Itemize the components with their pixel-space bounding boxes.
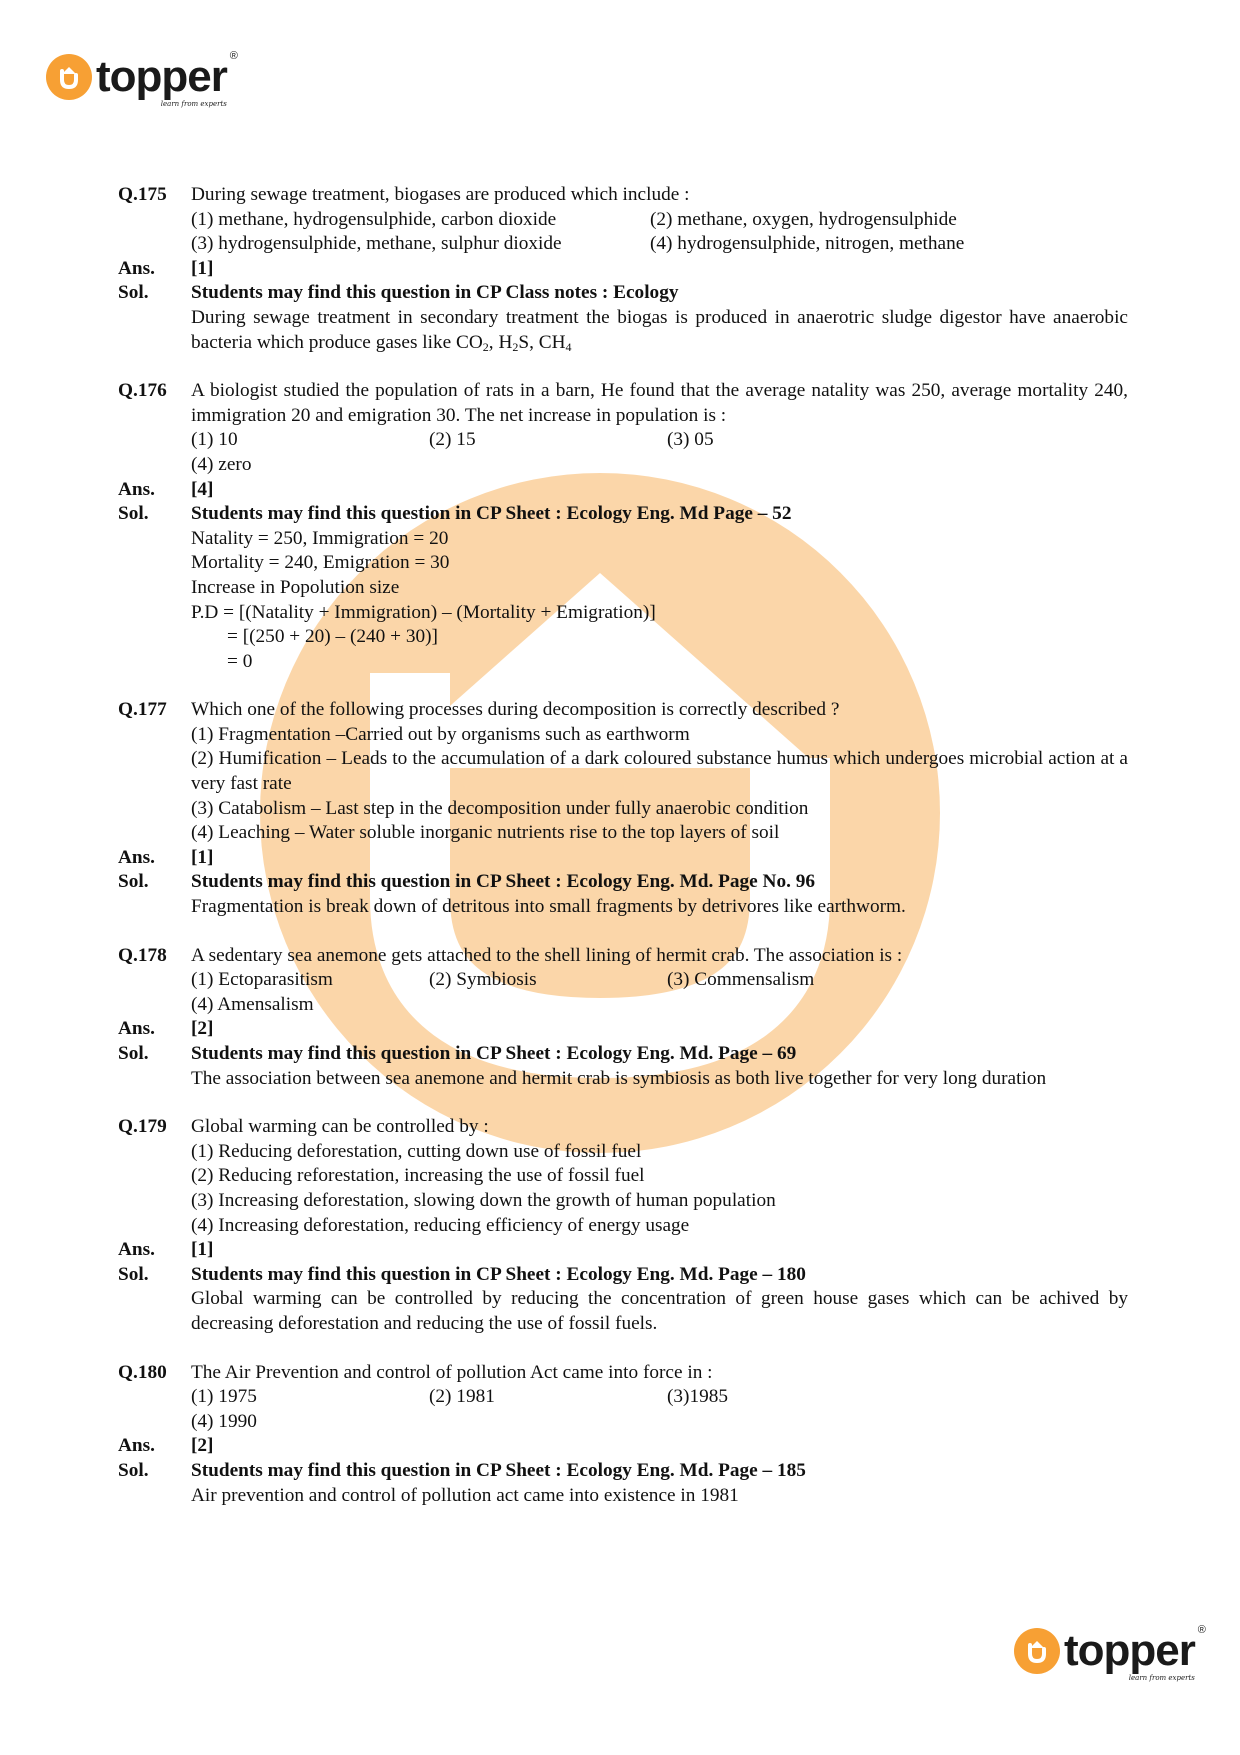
logo-badge-icon xyxy=(46,54,92,100)
answer-label: Ans. xyxy=(118,1239,155,1261)
solution-text: Air prevention and control of pollution act came into existence in 1981 xyxy=(191,1484,739,1506)
solution-label: Sol. xyxy=(118,871,149,893)
option-4: (4) Increasing deforestation, reducing efficiency of energy usage xyxy=(191,1214,690,1236)
solution-label: Sol. xyxy=(118,282,149,304)
option-4: (4) 1990 xyxy=(191,1410,257,1432)
options-list xyxy=(191,428,1128,477)
brand-logo-bottom xyxy=(1014,1624,1205,1682)
option-3: (3) hydrogensulphide, methane, sulphur dioxide xyxy=(191,233,562,255)
solution-line: P.D = [(Natality + Immigration) – (Mortality + Emigration)] xyxy=(191,601,656,623)
question-number: Q.178 xyxy=(118,944,167,966)
question-text: A biologist studied the population of rats in a barn, He found that the average natality was 250, average mortality 240, immigration 20 and emigration 30. The net increase in population is : xyxy=(191,380,1128,426)
question-number: Q.180 xyxy=(118,1361,167,1383)
option-4: (4) Leaching – Water soluble inorganic nutrients rise to the top layers of soil xyxy=(191,822,780,844)
question-number: Q.177 xyxy=(118,699,167,721)
answer-value: [1] xyxy=(191,846,214,868)
solution-reference: Students may find this question in CP Sheet : Ecology Eng. Md. Page – 69 xyxy=(191,1043,797,1064)
logo-u-arrow-icon xyxy=(54,62,84,92)
option-1: (1) Reducing deforestation, cutting down use of fossil fuel xyxy=(191,1140,642,1162)
solution-text: During sewage treatment in secondary treatment the biogas is produced in anaerotric sludge digestor have anaerobic bacteria which produce gases like $CO_2$, $H_2S$, $CH_4$ xyxy=(191,306,1128,354)
answer-value: [4] xyxy=(191,478,214,500)
question-text: Which one of the following processes during decomposition is correctly described ? xyxy=(191,699,840,721)
option-4: (4) hydrogensulphide, nitrogen, methane xyxy=(650,233,965,255)
question-number: Q.176 xyxy=(118,380,167,402)
option-3: (3) 05 xyxy=(667,429,714,451)
solution-label: Sol. xyxy=(118,1263,149,1285)
logo-u-arrow-icon xyxy=(1022,1636,1052,1666)
solution-text: Global warming can be controlled by reducing the concentration of green house gases which can be achived by decreasing deforestation and reducing the use of fossil fuels. xyxy=(191,1288,1128,1334)
logo-registered: ® xyxy=(229,50,237,62)
option-2: (2) 15 xyxy=(429,429,476,451)
question-177 xyxy=(118,698,1128,919)
question-text: Global warming can be controlled by : xyxy=(191,1116,489,1138)
answer-label: Ans. xyxy=(118,257,155,279)
logo-tagline: learn from experts xyxy=(1128,1674,1195,1682)
solution-line: = 0 xyxy=(227,650,253,672)
option-3: (3) Catabolism – Last step in the decomposition under fully anaerobic condition xyxy=(191,797,809,819)
solution-reference: Students may find this question in CP Sheet : Ecology Eng. Md Page – 52 xyxy=(191,503,792,525)
solution-line: = [(250 + 20) – (240 + 30)] xyxy=(227,626,438,648)
answer-label: Ans. xyxy=(118,478,155,500)
options-list xyxy=(191,208,1128,257)
solution-reference: Students may find this question in CP Sheet : Ecology Eng. Md. Page – 180 xyxy=(191,1263,806,1285)
question-text: The Air Prevention and control of pollution Act came into force in : xyxy=(191,1361,713,1383)
option-1: (1) 1975 xyxy=(191,1386,257,1408)
solution-label: Sol. xyxy=(118,1459,149,1481)
option-1: (1) 10 xyxy=(191,429,238,451)
question-number: Q.179 xyxy=(118,1116,167,1138)
option-4: (4) zero xyxy=(191,453,252,475)
solution-text: Fragmentation is break down of detritous into small fragments by detrivores like earthworm. xyxy=(191,896,906,918)
answer-value: [2] xyxy=(191,1435,214,1457)
question-179 xyxy=(118,1115,1128,1336)
options-list xyxy=(191,1385,1128,1434)
answer-value: [1] xyxy=(191,1239,214,1261)
option-2: (2) Reducing reforestation, increasing the use of fossil fuel xyxy=(191,1165,645,1187)
logo-wordmark: topper ® learn from experts xyxy=(96,50,237,108)
question-178 xyxy=(118,944,1128,1092)
question-180 xyxy=(118,1361,1128,1509)
options-list xyxy=(191,968,1128,1017)
solution-label: Sol. xyxy=(118,503,149,525)
question-175 xyxy=(118,183,1128,355)
logo-wordmark: topper ® learn from experts xyxy=(1064,1624,1205,1682)
option-1: (1) Ectoparasitism xyxy=(191,969,333,991)
option-2: (2) 1981 xyxy=(429,1386,495,1408)
option-3: (3)1985 xyxy=(667,1386,729,1408)
logo-tagline: learn from experts xyxy=(160,100,227,108)
logo-registered: ® xyxy=(1197,1624,1205,1636)
option-4: (4) Amensalism xyxy=(191,993,314,1015)
answer-label: Ans. xyxy=(118,1018,155,1040)
answer-value: [2] xyxy=(191,1018,214,1040)
question-text: During sewage treatment, biogases are produced which include : xyxy=(191,184,690,205)
answer-label: Ans. xyxy=(118,846,155,868)
solution-text: The association between sea anemone and hermit crab is symbiosis as both live together for very long duration xyxy=(191,1067,1047,1089)
question-sheet xyxy=(118,183,1128,1532)
solution-reference: Students may find this question in CP Sheet : Ecology Eng. Md. Page – 185 xyxy=(191,1459,806,1481)
option-1: (1) methane, hydrogensulphide, carbon dioxide xyxy=(191,208,557,230)
solution-line: Increase in Popolution size xyxy=(191,576,400,598)
option-2: (2) Symbiosis xyxy=(429,969,537,991)
option-2: (2) Humification – Leads to the accumulation of a dark coloured substance humus which undergoes microbial action at a very fast rate xyxy=(191,748,1128,795)
solution-line: Natality = 250, Immigration = 20 xyxy=(191,527,449,549)
answer-label: Ans. xyxy=(118,1435,155,1457)
logo-badge-icon xyxy=(1014,1628,1060,1674)
option-1: (1) Fragmentation –Carried out by organisms such as earthworm xyxy=(191,723,690,745)
brand-logo-top xyxy=(46,50,237,108)
solution-reference: Students may find this question in CP Sheet : Ecology Eng. Md. Page No. 96 xyxy=(191,871,816,893)
answer-value: [1] xyxy=(191,257,214,279)
solution-line: Mortality = 240, Emigration = 30 xyxy=(191,552,450,574)
question-text: A sedentary sea anemone gets attached to the shell lining of hermit crab. The association is : xyxy=(191,944,903,966)
option-3: (3) Commensalism xyxy=(667,969,815,991)
question-number: Q.175 xyxy=(118,184,167,205)
solution-reference: Students may find this question in CP Class notes : Ecology xyxy=(191,282,679,304)
question-176 xyxy=(118,379,1128,674)
solution-label: Sol. xyxy=(118,1043,149,1064)
option-2: (2) methane, oxygen, hydrogensulphide xyxy=(650,208,957,230)
option-3: (3) Increasing deforestation, slowing down the growth of human population xyxy=(191,1189,776,1211)
